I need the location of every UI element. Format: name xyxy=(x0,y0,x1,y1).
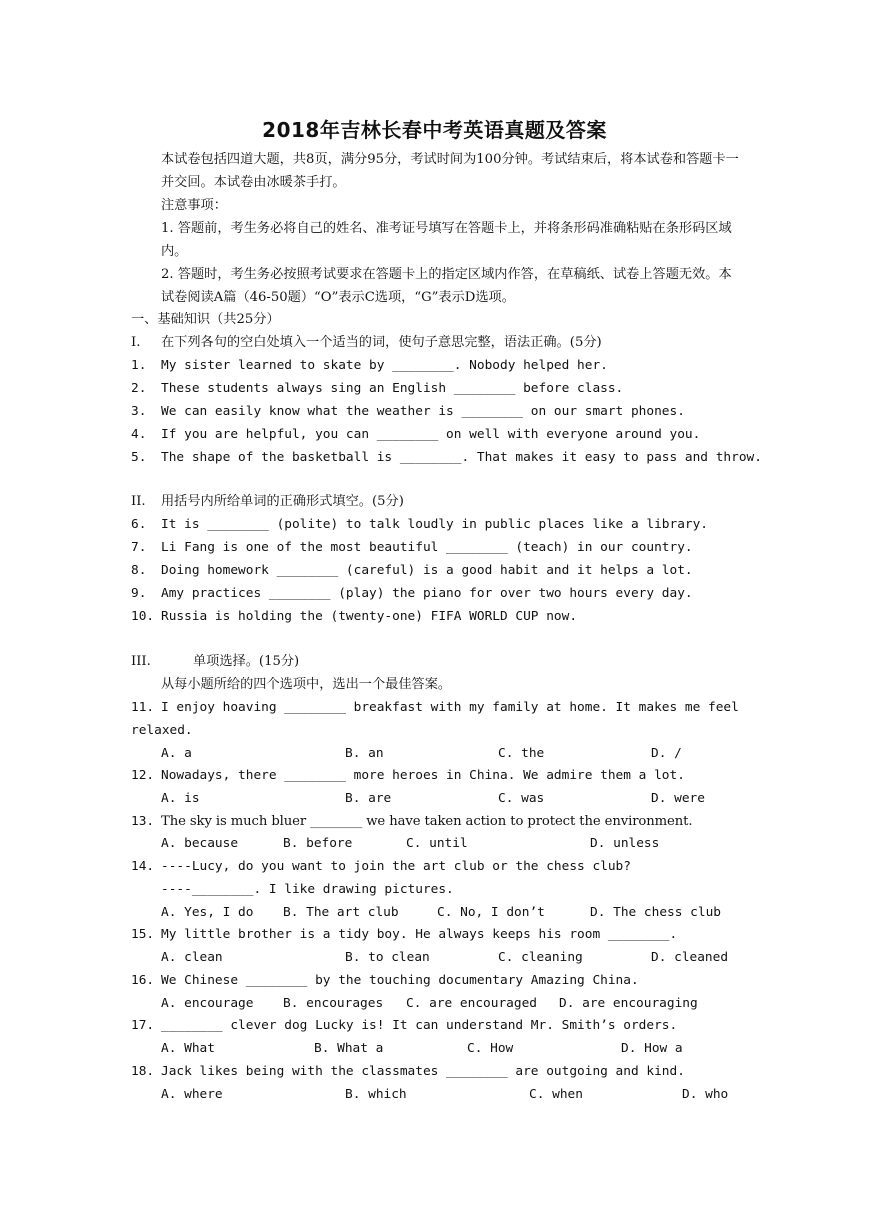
option-d: D. were xyxy=(651,791,705,806)
question-number: 17. xyxy=(131,1018,155,1033)
question-14 xyxy=(131,856,739,878)
question-text: These students always sing an English ________ before class. xyxy=(161,381,624,396)
option-a: A. clean xyxy=(161,950,223,965)
option-c: C. was xyxy=(498,791,545,806)
question-text: If you are helpful, you can ________ on well with everyone around you. xyxy=(161,427,701,442)
part-instruction: 用括号内所给单词的正确形式填空。(5分) xyxy=(161,494,404,509)
option-d: D. who xyxy=(682,1087,729,1102)
question-11 xyxy=(131,697,739,719)
part-number: I. xyxy=(131,335,141,350)
notice-item-2 xyxy=(131,264,739,310)
part-instruction: 在下列各句的空白处填入一个适当的词，使句子意思完整，语法正确。(5分) xyxy=(161,335,602,350)
option-d: D. / xyxy=(651,746,682,761)
question-number: 5. xyxy=(131,450,147,465)
question-1 xyxy=(131,355,739,377)
question-16 xyxy=(131,970,739,992)
question-11-continued xyxy=(131,720,739,742)
question-14-continued xyxy=(131,879,739,901)
question-text: My little brother is a tidy boy. He always keeps his room ________. xyxy=(161,927,678,942)
intro-text: 本试卷包括四道大题，共8页，满分95分，考试时间为100分钟。考试结束后，将本试卷和答题卡一并交回。本试卷由冰暖茶手打。 xyxy=(161,152,739,190)
option-b: B. before xyxy=(283,836,353,851)
notice-text-2: 2. 答题时，考生务必按照考试要求在答题卡上的指定区域内作答，在草稿纸、试卷上答题无效。本试卷阅读A篇（46-50题）“O”表示C选项，“G”表示D选项。 xyxy=(161,267,732,305)
question-number: 15. xyxy=(131,927,155,942)
question-7 xyxy=(131,537,739,559)
option-c: C. cleaning xyxy=(498,950,583,965)
option-a: A. is xyxy=(161,791,200,806)
section-heading: 一、基础知识（共25分） xyxy=(131,312,280,327)
question-text: I enjoy hoaving ________ breakfast with my family at home. It makes me feel xyxy=(161,700,739,715)
question-number: 2. xyxy=(131,381,147,396)
question-number: 16. xyxy=(131,973,155,988)
option-c: C. are encouraged xyxy=(406,996,537,1011)
part-iii-subinstruction xyxy=(131,674,739,696)
question-17 xyxy=(131,1015,739,1037)
option-c: C. the xyxy=(498,746,545,761)
question-12-options xyxy=(131,788,739,810)
option-d: D. unless xyxy=(590,836,660,851)
option-a: A. Yes, I do xyxy=(161,905,254,920)
question-text: The sky is much bluer ________ we have taken action to protect the environment. xyxy=(161,814,693,829)
question-text-continued: ----________. I like drawing pictures. xyxy=(161,882,454,897)
question-number: 13. xyxy=(131,814,155,829)
option-c: C. How xyxy=(467,1041,514,1056)
option-b: B. which xyxy=(345,1087,407,1102)
option-b: B. encourages xyxy=(283,996,384,1011)
part-i-heading xyxy=(131,332,739,354)
notice-item-1 xyxy=(131,218,739,264)
question-text: Jack likes being with the classmates ________ are outgoing and kind. xyxy=(161,1064,685,1079)
intro-paragraph xyxy=(131,149,739,195)
part-instruction: 单项选择。(15分) xyxy=(193,654,300,669)
question-16-options xyxy=(131,993,739,1015)
question-text: My sister learned to skate by ________. Nobody helped her. xyxy=(161,358,608,373)
question-14-options xyxy=(131,902,739,924)
part-number: II. xyxy=(131,494,146,509)
option-c: C. No, I don’t xyxy=(437,905,545,920)
question-number: 8. xyxy=(131,563,147,578)
notice-label: 注意事项： xyxy=(161,198,227,213)
question-10 xyxy=(131,606,739,628)
question-11-options xyxy=(131,743,739,765)
question-2 xyxy=(131,378,739,400)
question-number: 9. xyxy=(131,586,147,601)
part-number: III. xyxy=(131,654,151,669)
question-text: ----Lucy, do you want to join the art club or the chess club? xyxy=(161,859,631,874)
sub-instruction-text: 从每小题所给的四个选项中，选出一个最佳答案。 xyxy=(161,677,452,692)
option-c: C. when xyxy=(529,1087,583,1102)
question-number: 4. xyxy=(131,427,147,442)
page-title: 2018年吉林长春中考英语真题及答案 xyxy=(262,118,607,142)
question-number: 11. xyxy=(131,700,155,715)
option-d: D. cleaned xyxy=(651,950,729,965)
question-15-options xyxy=(131,947,739,969)
option-b: B. What a xyxy=(314,1041,384,1056)
question-number: 12. xyxy=(131,768,155,783)
question-number: 10. xyxy=(131,609,155,624)
option-a: A. where xyxy=(161,1087,223,1102)
notice-text-1: 1. 答题前，考生务必将自己的姓名、准考证号填写在答题卡上，并将条形码准确粘贴在条形码区域内。 xyxy=(161,221,732,259)
option-b: B. The art club xyxy=(283,905,399,920)
option-c: C. until xyxy=(406,836,468,851)
question-number: 14. xyxy=(131,859,155,874)
option-b: B. are xyxy=(345,791,392,806)
question-text: It is ________ (polite) to talk loudly in public places like a library. xyxy=(161,517,709,532)
option-a: A. a xyxy=(161,746,192,761)
question-text: The shape of the basketball is ________. That makes it easy to pass and throw. xyxy=(161,450,762,465)
option-d: D. How a xyxy=(621,1041,683,1056)
option-a: A. encourage xyxy=(161,996,254,1011)
question-12 xyxy=(131,765,739,787)
question-18 xyxy=(131,1061,739,1083)
question-5 xyxy=(131,447,762,469)
question-text: Nowadays, there ________ more heroes in China. We admire them a lot. xyxy=(161,768,685,783)
question-text: We can easily know what the weather is ________ on our smart phones. xyxy=(161,404,685,419)
part-ii-heading xyxy=(131,491,739,513)
question-text: Russia is holding the (twenty-one) FIFA WORLD CUP now. xyxy=(161,609,578,624)
question-8 xyxy=(131,560,739,582)
question-4 xyxy=(131,424,739,446)
question-13 xyxy=(131,811,739,833)
option-d: D. The chess club xyxy=(590,905,721,920)
question-text: ________ clever dog Lucky is! It can understand Mr. Smith’s orders. xyxy=(161,1018,678,1033)
option-b: B. to clean xyxy=(345,950,430,965)
question-text-continued: relaxed. xyxy=(131,723,193,738)
option-d: D. are encouraging xyxy=(559,996,698,1011)
question-6 xyxy=(131,514,739,536)
notice-heading xyxy=(131,195,739,218)
question-text: Amy practices ________ (play) the piano for over two hours every day. xyxy=(161,586,693,601)
question-18-options xyxy=(131,1084,739,1106)
option-a: A. What xyxy=(161,1041,215,1056)
question-text: Doing homework ________ (careful) is a good habit and it helps a lot. xyxy=(161,563,693,578)
part-iii-heading xyxy=(131,651,739,673)
question-number: 6. xyxy=(131,517,147,532)
question-number: 18. xyxy=(131,1064,155,1079)
option-a: A. because xyxy=(161,836,239,851)
question-15 xyxy=(131,924,739,946)
question-number: 7. xyxy=(131,540,147,555)
question-9 xyxy=(131,583,739,605)
question-17-options xyxy=(131,1038,739,1060)
question-number: 1. xyxy=(131,358,147,373)
question-13-options xyxy=(131,833,739,855)
question-text: We Chinese ________ by the touching documentary Amazing China. xyxy=(161,973,639,988)
question-number: 3. xyxy=(131,404,147,419)
question-3 xyxy=(131,401,739,423)
question-text: Li Fang is one of the most beautiful ________ (teach) in our country. xyxy=(161,540,693,555)
option-b: B. an xyxy=(345,746,384,761)
